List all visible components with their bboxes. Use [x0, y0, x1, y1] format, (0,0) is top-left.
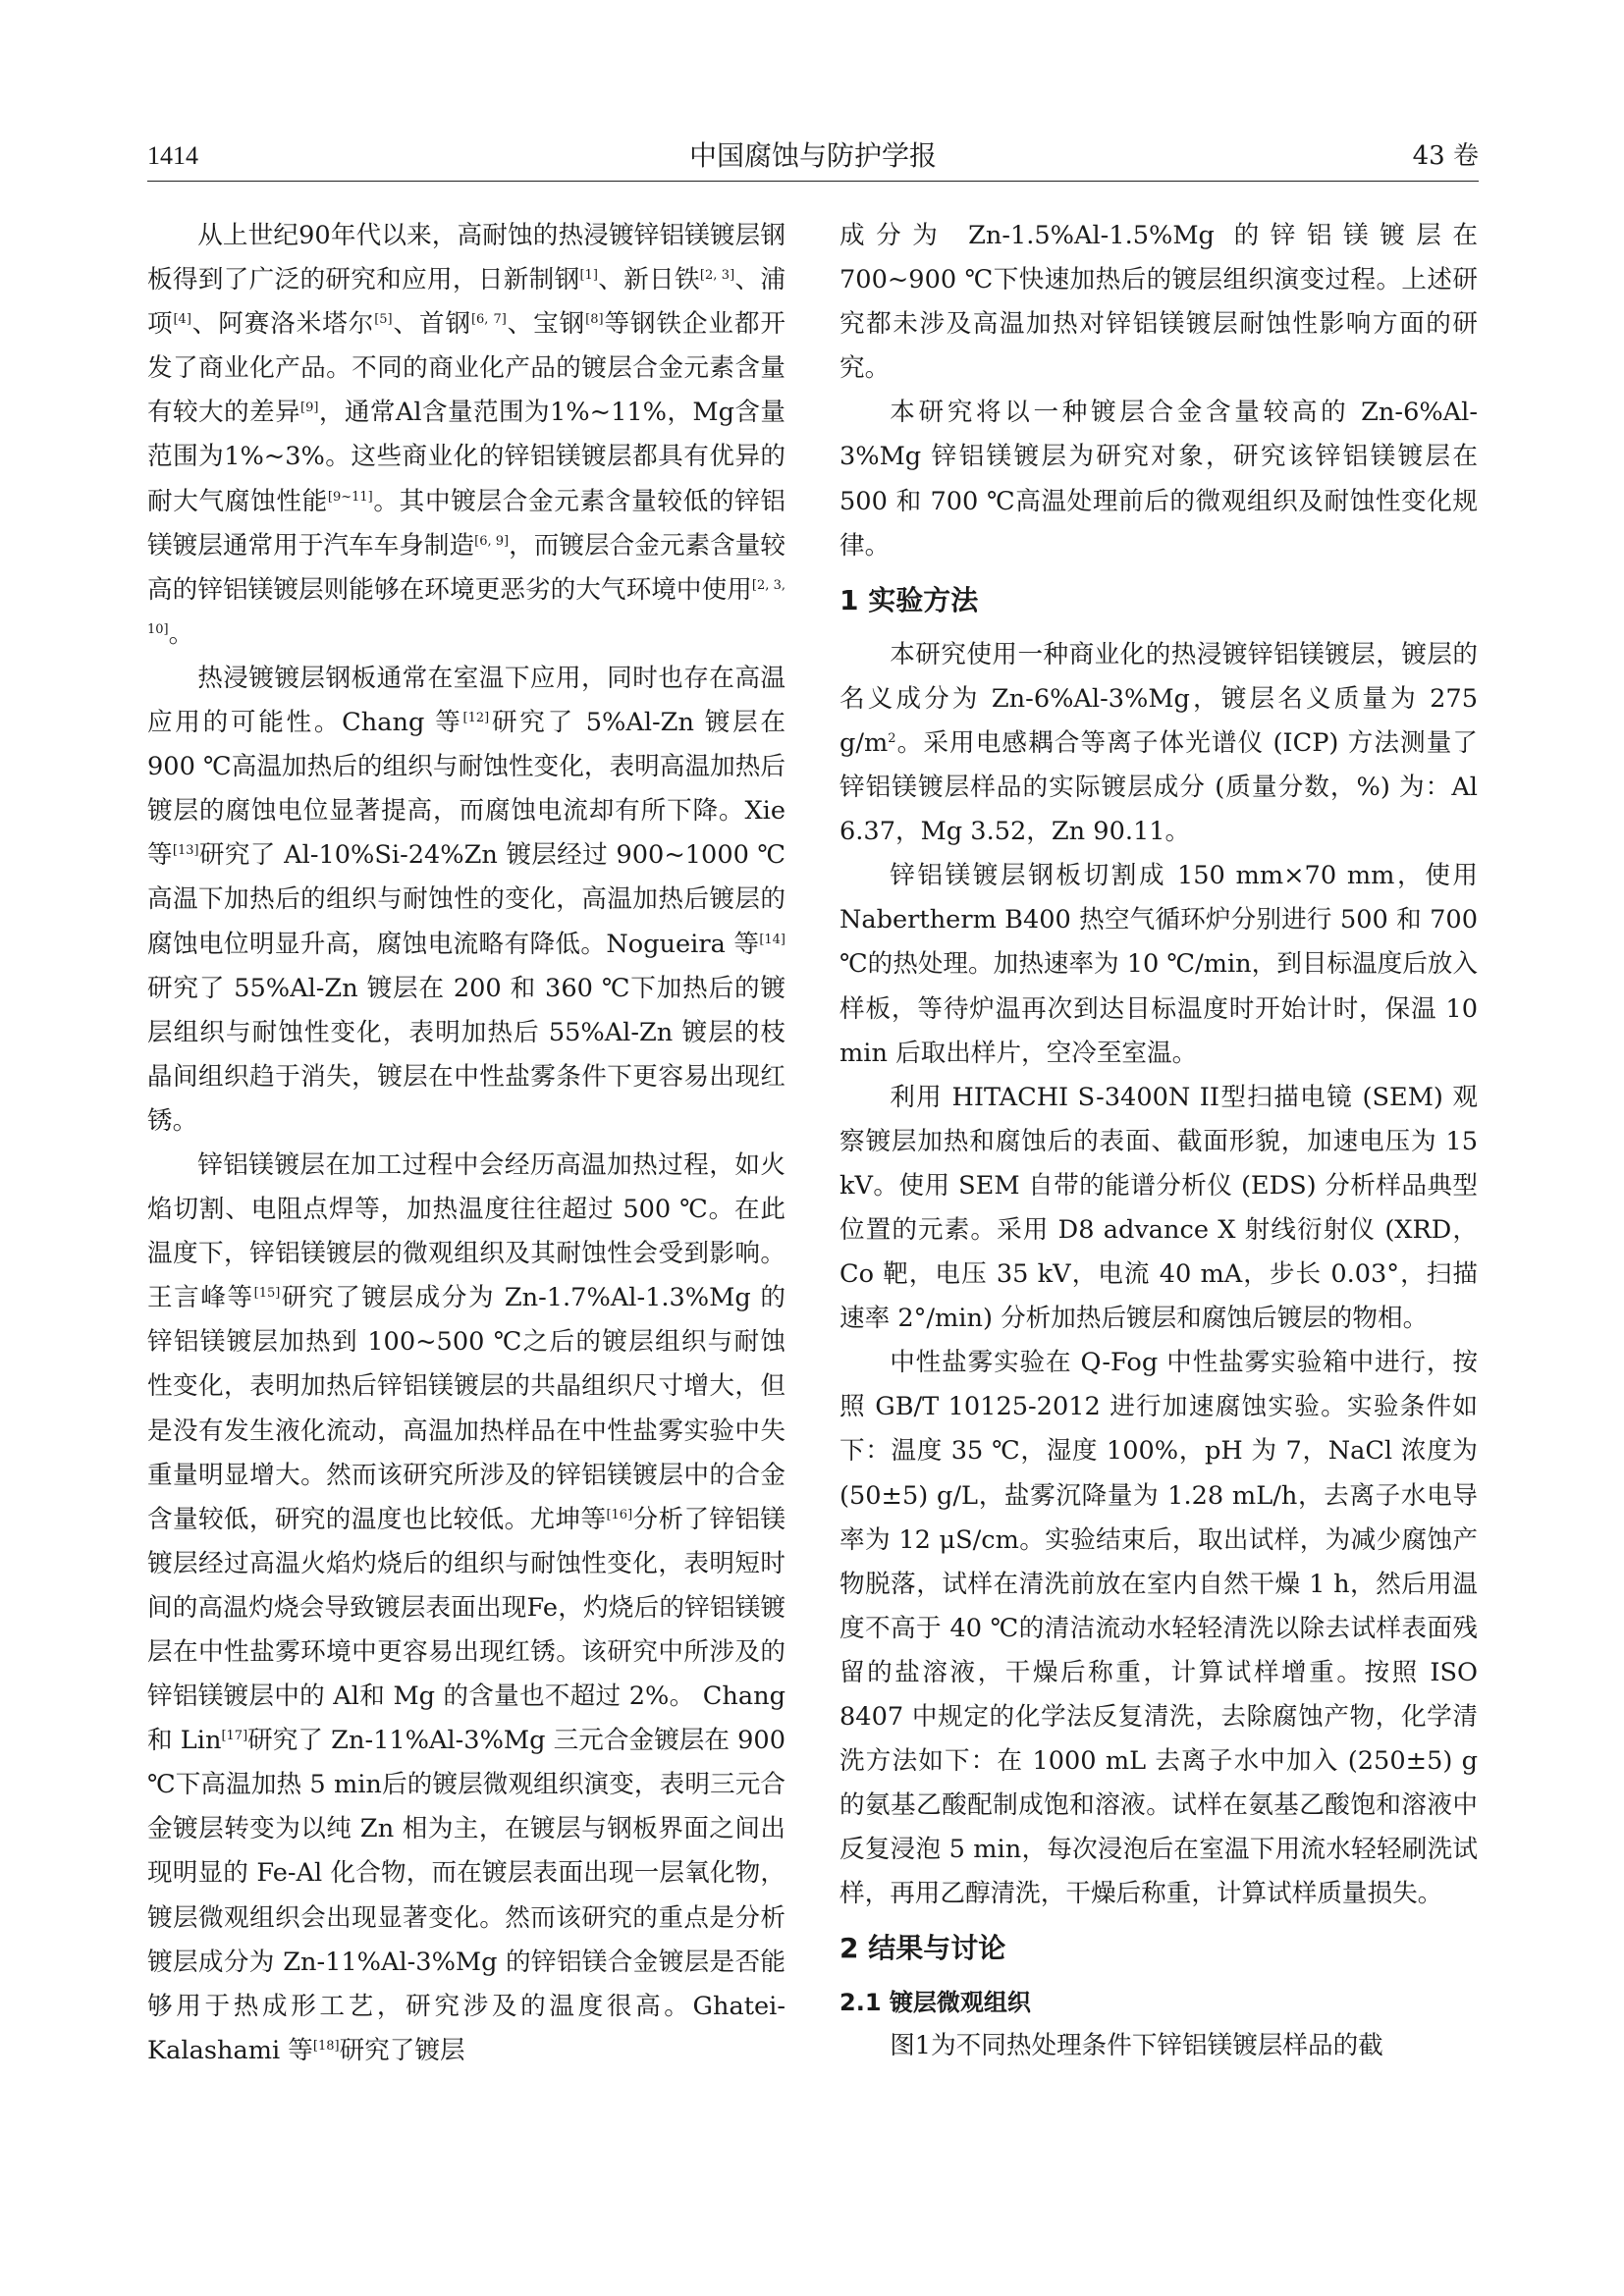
subsection-heading: 2.1 镀层微观组织	[839, 1989, 1031, 2017]
paragraph: 利用 HITACHI S-3400N II型扫描电镜 (SEM) 观察镀层加热和腐蚀后的表面、截面形貌，加速电压为 15 kV。使用 SEM 自带的能谱分析仪 (EDS) 分析样品典型位置的元素。采用 D8 advance X 射线衍射仪 (XRD，Co 靶，电压 35 kV，电流 40 mA，步长 0.03°，扫描速率 2°/min) 分析加热后镀层和腐蚀后镀层的物相。	[839, 1082, 1478, 1334]
citation: [5]	[374, 312, 393, 328]
citation: [2, 3, 10]	[147, 577, 785, 637]
citation: [18]	[312, 2038, 340, 2054]
paragraph: 热浸镀镀层钢板通常在室温下应用，同时也存在高温应用的可能性。Chang 等[12]研究了 5%Al-Zn 镀层在 900 ℃高温加热后的组织与耐蚀性变化，表明高温加热后镀层的腐蚀电位显著提高，而腐蚀电流却有所下降。Xie 等[13]研究了 Al-10%Si-24%Zn 镀层经过 900~1000 ℃高温下加热后的组织与耐蚀性的变化，高温加热后镀层的腐蚀电位明显升高，腐蚀电流略有降低。Nogueira 等[14]研究了 55%Al-Zn 镀层在 200 和 360 ℃下加热后的镀层组织与耐蚀性变化，表明加热后 55%Al-Zn 镀层的枝晶间组织趋于消失，镀层在中性盐雾条件下更容易出现红锈。	[147, 663, 785, 1136]
section-heading: 1 实验方法	[839, 583, 979, 616]
citation: [17]	[221, 1729, 248, 1744]
citation: [15]	[253, 1286, 281, 1302]
citation: [16]	[606, 1507, 633, 1522]
paragraph: 本研究使用一种商业化的热浸镀锌铝镁镀层，镀层的名义成分为 Zn-6%Al-3%Mg，镀层名义质量为 275 $g/m^2$。采用电感耦合等离子体光谱仪 (ICP) 方法测量了锌铝镁镀层样品的实际镀层成分 (质量分数，%) 为：Al 6.37，Mg 3.52，Zn 90.11。	[839, 639, 1478, 847]
paragraph: 锌铝镁镀层在加工过程中会经历高温加热过程，如火焰切割、电阻点焊等，加热温度往往超过 500 ℃。在此温度下，锌铝镁镀层的微观组织及其耐蚀性会受到影响。王言峰等[15]研究了镀层成分为 Zn-1.7%Al-1.3%Mg 的锌铝镁镀层加热到 100~500 ℃之后的镀层组织与耐蚀性变化，表明加热后锌铝镁镀层的共晶组织尺寸增大，但是没有发生液化流动，高温加热样品在中性盐雾实验中失重量明显增大。然而该研究所涉及的锌铝镁镀层中的合金含量较低，研究的温度也比较低。尤坤等[16]分析了锌铝镁镀层经过高温火焰灼烧后的组织与耐蚀性变化，表明短时间的高温灼烧会导致镀层表面出现Fe，灼烧后的锌铝镁镀层在中性盐雾环境中更容易出现红锈。该研究中所涉及的锌铝镁镀层中的 Al和 Mg 的含量也不超过 2%。 Chang 和 Lin[17]研究了 Zn-11%Al-3%Mg 三元合金镀层在 900 ℃下高温加热 5 min后的镀层微观组织演变，表明三元合金镀层转变为以纯 Zn 相为主，在镀层与钢板界面之间出现明显的 Fe-Al 化合物，而在镀层表面出现一层氧化物，镀层微观组织会出现显著变化。然而该研究的重点是分析镀层成分为 Zn-11%Al-3%Mg 的锌铝镁合金镀层是否能够用于热成形工艺，研究涉及的温度很高。Ghatei-Kalashami 等[18]研究了镀层	[147, 1149, 785, 2065]
left-column	[147, 214, 785, 2073]
citation: [1]	[579, 268, 598, 284]
section-heading: 2 结果与讨论	[839, 1932, 1006, 1965]
paragraph: 中性盐雾实验在 Q-Fog 中性盐雾实验箱中进行，按照 GB/T 10125-2012 进行加速腐蚀实验。实验条件如下：温度 35 ℃，湿度 100%，pH 为 7，NaCl 浓度为 (50±5) g/L，盐雾沉降量为 1.28 mL/h，去离子水电导率为 12 μS/cm。实验结束后，取出试样，为减少腐蚀产物脱落，试样在清洗前放在室内自然干燥 1 h，然后用温度不高于 40 ℃的清洁流动水轻轻清洗以除去试样表面残留的盐溶液，干燥后称重，计算试样增重。按照 ISO 8407 中规定的化学法反复清洗，去除腐蚀产物，化学清洗方法如下：在 1000 mL 去离子水中加入 (250±5) g 的氨基乙酸配制成饱和溶液。试样在氨基乙酸饱和溶液中反复浸泡 5 min，每次浸泡后在室温下用流水轻轻刷洗试样，再用乙醇清洗，干燥后称重，计算试样质量损失。	[839, 1348, 1478, 1909]
citation: [6, 9]	[474, 533, 510, 549]
citation: [2, 3]	[699, 268, 735, 284]
paragraph: 图1为不同热处理条件下锌铝镁镀层样品的截	[890, 2031, 1383, 2061]
page-number: 1414	[147, 141, 198, 170]
citation: [14]	[759, 932, 785, 947]
citation: [13]	[172, 843, 199, 859]
citation: [9~11]	[327, 489, 373, 505]
citation: [9]	[300, 400, 319, 416]
right-column	[839, 214, 1478, 2069]
citation: [6, 7]	[470, 312, 507, 328]
citation: [12]	[462, 711, 490, 726]
journal-title: 中国腐蚀与防护学报	[688, 139, 937, 172]
citation: [8]	[585, 312, 604, 328]
paragraph: 从上世纪90年代以来，高耐蚀的热浸镀锌铝镁镀层钢板得到了广泛的研究和应用，日新制钢[1]、新日铁[2, 3]、浦项[4]、阿赛洛米塔尔[5]、首钢[6, 7]、宝钢[8]等钢铁企业都开发了商业化产品。不同的商业化产品的镀层合金元素含量有较大的差异[9]，通常Al含量范围为1%~11%，Mg含量范围为1%~3%。这些商业化的锌铝镁镀层都具有优异的耐大气腐蚀性能[9~11]。其中镀层合金元素含量较低的锌铝镁镀层通常用于汽车车身制造[6, 9]，而镀层合金元素含量较高的锌铝镁镀层则能够在环境更恶劣的大气环境中使用[2, 3, 10]。	[147, 221, 785, 649]
citation: [4]	[173, 312, 191, 328]
superscript: 2	[888, 730, 896, 746]
volume-label: 43 卷	[1412, 141, 1479, 171]
paragraph: 本研究将以一种镀层合金含量较高的 Zn-6%Al-3%Mg 锌铝镁镀层为研究对象，研究该锌铝镁镀层在 500 和 700 ℃高温处理前后的微观组织及耐蚀性变化规律。	[839, 398, 1478, 561]
running-header	[147, 135, 1479, 182]
paragraph: 锌铝镁镀层钢板切割成 150 mm×70 mm，使用 Nabertherm B400 热空气循环炉分别进行 500 和 700 ℃的热处理。加热速率为 10 ℃/min，到目标温度后放入样板，等待炉温再次到达目标温度时开始计时，保温 10 min 后取出样片，空冷至室温。	[839, 861, 1478, 1068]
paragraph: 成分为 Zn-1.5%Al-1.5%Mg 的锌铝镁镀层在 700~900 ℃下快速加热后的镀层组织演变过程。上述研究都未涉及高温加热对锌铝镁镀层耐蚀性影响方面的研究。	[839, 221, 1478, 384]
